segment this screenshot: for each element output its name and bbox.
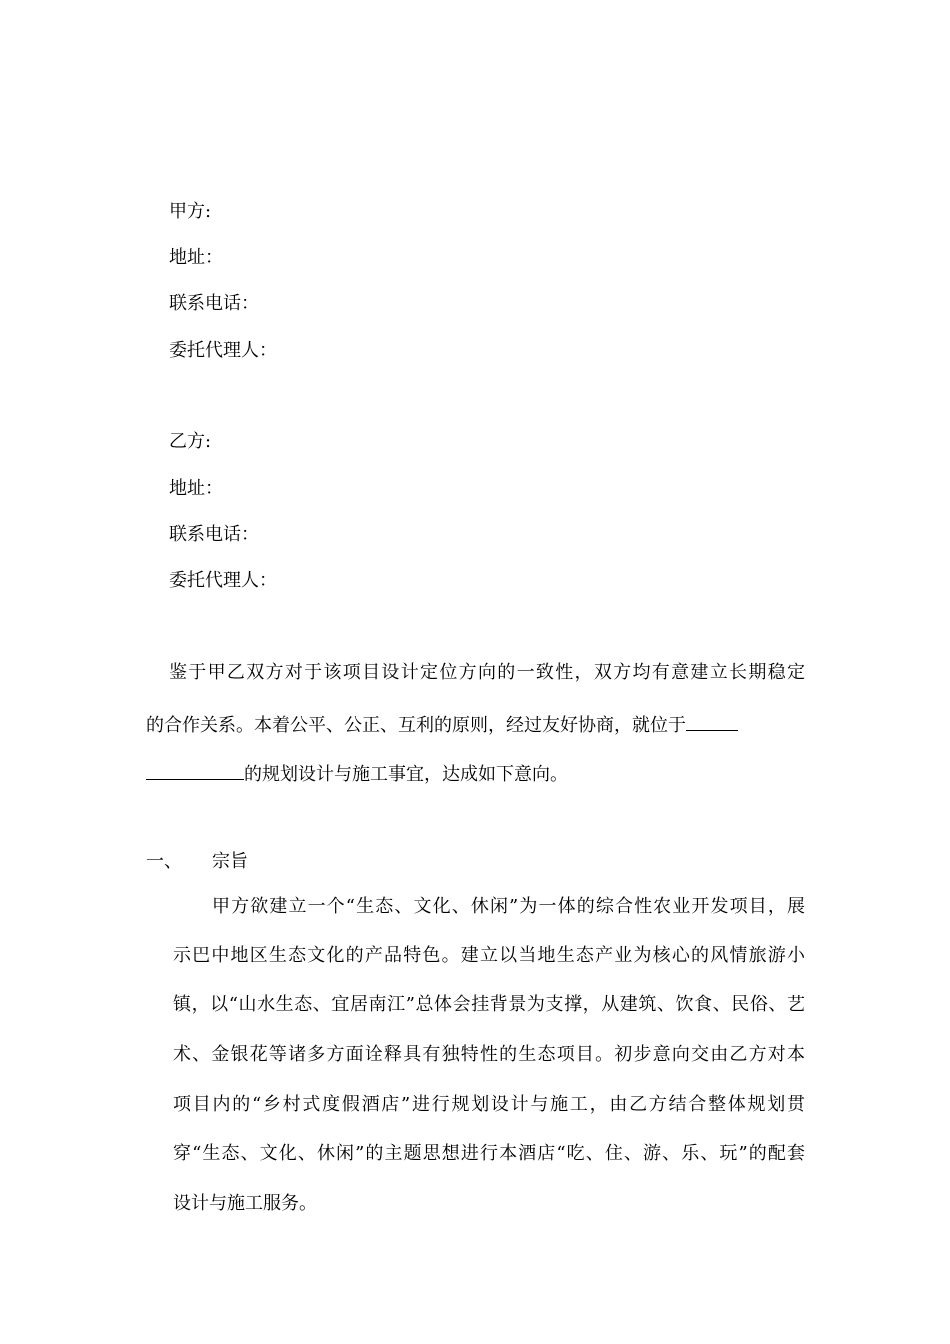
section-1-line-2: 示巴中地区生态文化的产品特色。建立以当地生态产业为核心的风情旅游小 xyxy=(173,945,805,966)
section-1-line-3: 镇，以“山水生态、宜居南江”总体会挂背景为支撑，从建筑、饮食、民俗、艺 xyxy=(173,994,805,1015)
preamble-line-3-text: 的规划设计与施工事宜，达成如下意向。 xyxy=(244,764,568,785)
preamble-line-2 xyxy=(146,712,738,737)
party-b-phone-label: 联系电话： xyxy=(169,524,259,545)
preamble-line-2-text: 的合作关系。本着公平、公正、互利的原则，经过友好协商，就位于 xyxy=(146,715,686,736)
party-a-name-label: 甲方: xyxy=(169,201,212,222)
party-a-address-label: 地址： xyxy=(169,247,223,268)
preamble-line-1: 鉴于甲乙双方对于该项目设计定位方向的一致性，双方均有意建立长期稳定 xyxy=(169,662,805,683)
party-b-address-label: 地址： xyxy=(169,478,223,499)
section-1-line-4: 术、金银花等诸多方面诠释具有独特性的生态项目。初步意向交由乙方对本 xyxy=(173,1044,805,1065)
section-1-line-1: 甲方欲建立一个“生态、文化、休闲”为一体的综合性农业开发项目，展 xyxy=(212,896,805,917)
preamble-line-3 xyxy=(146,761,568,786)
party-a-agent-label: 委托代理人： xyxy=(169,340,277,361)
location-blank-2 xyxy=(146,761,244,780)
party-b-name-label: 乙方: xyxy=(169,431,212,452)
section-1-line-7: 设计与施工服务。 xyxy=(173,1193,317,1214)
section-1-number: 一、 xyxy=(146,851,182,872)
party-a-phone-label: 联系电话： xyxy=(169,293,259,314)
section-1-line-5: 项目内的“乡村式度假酒店”进行规划设计与施工，由乙方结合整体规划贯 xyxy=(173,1094,805,1115)
location-blank-1 xyxy=(686,712,738,731)
section-1-line-6: 穿“生态、文化、休闲”的主题思想进行本酒店“吃、住、游、乐、玩”的配套 xyxy=(173,1143,805,1164)
section-1-title: 宗旨 xyxy=(212,851,248,872)
party-b-agent-label: 委托代理人： xyxy=(169,570,277,591)
